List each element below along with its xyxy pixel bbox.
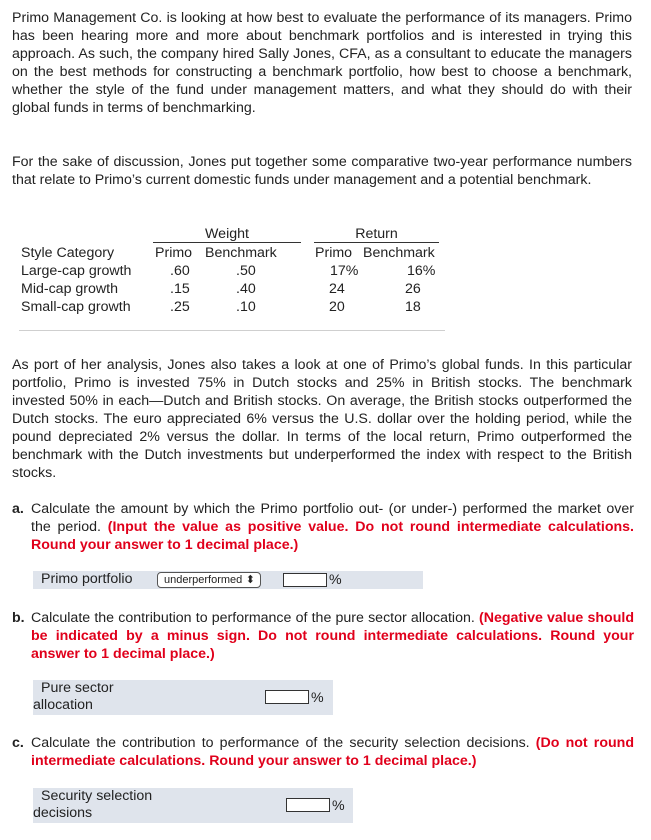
- row-large-benchmark-return: 16%: [407, 263, 436, 279]
- return-header-rule: [314, 242, 439, 243]
- pure-sector-label-line2: allocation: [33, 697, 93, 713]
- col-header-benchmark-return: Benchmark: [363, 245, 435, 261]
- answer-b-unit: %: [311, 690, 324, 706]
- col-header-style: Style Category: [21, 245, 115, 261]
- col-header-primo-return: Primo: [315, 245, 353, 261]
- answer-c-input[interactable]: [286, 798, 330, 812]
- global-fund-paragraph: As port of her analysis, Jones also takes a look at one of Primo’s global funds. In this particular portfolio, Primo is invested 75% in Dutch stocks and 25% in British stocks. The benchmark invested 50% in each—Dutch and British stocks. On average, the British stocks outperformed the Dutch stocks. The euro appreciated 6% versus the U.S. dollar over the holding period, while the pound depreciated 2% versus the dollar. In terms of the local return, Primo outperformed the benchmark with the Dutch investments but underperformed the index with respect to the British stocks.: [12, 357, 632, 481]
- row-small-style: Small-cap growth: [21, 299, 131, 315]
- question-a-label: a.: [12, 501, 24, 517]
- answer-a-unit: %: [329, 572, 342, 588]
- intro-paragraph: Primo Management Co. is looking at how best to evaluate the performance of its managers. Primo has been hearing more and more about benchmark portfolios and is interested in trying this approach. As such, the company hired Sally Jones, CFA, as a consultant to educate the managers on the best methods for constructing a benchmark portfolio, how best to choose a benchmark, whether the style of the fund under management matters, and what they should do with their global funds in terms of benchmarking.: [12, 10, 632, 116]
- answer-b-input[interactable]: [265, 690, 309, 704]
- answer-a-input[interactable]: [283, 573, 327, 587]
- answer-c-unit: %: [332, 798, 345, 814]
- performance-select-value: underperformed: [164, 574, 243, 586]
- row-small-benchmark-weight: .10: [236, 299, 256, 315]
- weight-group-header: Weight: [205, 226, 249, 242]
- row-large-benchmark-weight: .50: [236, 263, 256, 279]
- pure-sector-label-line1: Pure sector: [41, 680, 114, 696]
- question-c-text: Calculate the contribution to performance of the security selection decisions.: [31, 735, 530, 751]
- security-selection-label-line1: Security selection: [41, 788, 153, 804]
- row-mid-primo-return: 24: [329, 281, 345, 297]
- question-c: [12, 734, 634, 770]
- return-group-header: Return: [355, 226, 398, 242]
- question-a-instruction: (Input the value as positive value. Do not round intermediate calculations. Round your answer to 1 decimal place.): [31, 519, 634, 553]
- question-b: [12, 609, 634, 663]
- question-c-label: c.: [12, 735, 24, 751]
- question-a: [12, 500, 634, 554]
- row-small-benchmark-return: 18: [405, 299, 421, 315]
- col-header-benchmark-weight: Benchmark: [205, 245, 277, 261]
- row-large-primo-return: 17%: [330, 263, 359, 279]
- row-mid-primo-weight: .15: [170, 281, 190, 297]
- row-small-primo-return: 20: [329, 299, 345, 315]
- security-selection-label-line2: decisions: [33, 805, 93, 821]
- question-c-instruction: (Do not round intermediate calculations. Round your answer to 1 decimal place.): [31, 735, 634, 769]
- primo-portfolio-label: Primo portfolio: [41, 571, 133, 587]
- col-header-primo-weight: Primo: [155, 245, 193, 261]
- row-mid-style: Mid-cap growth: [21, 281, 118, 297]
- performance-select[interactable]: [157, 572, 261, 588]
- row-large-primo-weight: .60: [170, 263, 190, 279]
- row-small-primo-weight: .25: [170, 299, 190, 315]
- chevron-updown-icon: ⬍: [245, 574, 255, 586]
- question-b-instruction: (Negative value should be indicated by a minus sign. Do not round intermediate calculations. Round your answer to 1 decimal place.): [31, 610, 634, 662]
- question-b-text: Calculate the contribution to performance of the pure sector allocation.: [31, 610, 475, 626]
- answer-row-b: [33, 680, 333, 715]
- answer-row-a: [33, 571, 423, 589]
- performance-table: [19, 225, 445, 331]
- discussion-paragraph: For the sake of discussion, Jones put together some comparative two-year performance numbers that relate to Primo’s current domestic funds under management and a potential benchmark.: [12, 154, 632, 188]
- answer-row-c: [33, 788, 353, 823]
- row-large-style: Large-cap growth: [21, 263, 132, 279]
- question-a-text: Calculate the amount by which the Primo portfolio out- (or under-) performed the market over the period.: [31, 501, 634, 535]
- row-mid-benchmark-return: 26: [405, 281, 421, 297]
- weight-header-rule: [153, 242, 301, 243]
- row-mid-benchmark-weight: .40: [236, 281, 256, 297]
- question-b-label: b.: [12, 610, 25, 626]
